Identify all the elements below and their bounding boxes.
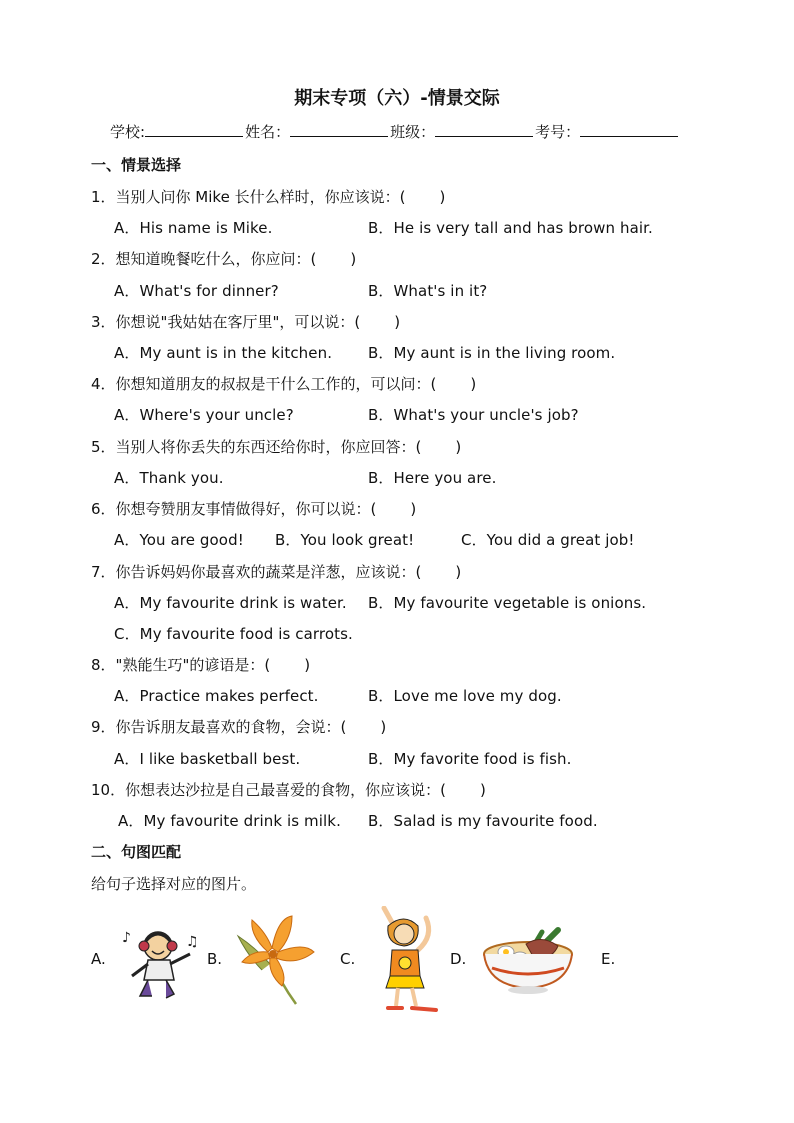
question-6-option-c[interactable]: C．You did a great job! <box>461 531 635 549</box>
noodle-bowl-icon <box>480 920 576 996</box>
question-1: 1．当别人问你 Mike 长什么样时，你应该说：( ) <box>91 188 446 206</box>
page-title: 期末专项（六）-情景交际 <box>294 88 500 109</box>
school-blank[interactable] <box>145 122 243 137</box>
question-9: 9．你告诉朋友最喜欢的食物，会说：( ) <box>91 718 387 736</box>
question-8: 8．"熟能生巧"的谚语是：( ) <box>91 656 311 674</box>
question-3: 3．你想说"我姑姑在客厅里"，可以说：( ) <box>91 313 401 331</box>
question-10: 10．你想表达沙拉是自己最喜爱的食物，你应该说：( ) <box>91 781 486 799</box>
question-4-option-b[interactable]: B．What's your uncle's job? <box>368 406 579 424</box>
question-10-option-b[interactable]: B．Salad is my favourite food. <box>368 812 598 830</box>
music-boy-icon <box>118 920 200 1000</box>
school-label: 学校: <box>110 123 146 141</box>
question-2: 2．想知道晚餐吃什么，你应问：( ) <box>91 250 357 268</box>
question-2-option-a[interactable]: A．What's for dinner? <box>114 282 279 300</box>
question-5-option-b[interactable]: B．Here you are. <box>368 469 497 487</box>
question-7-option-c[interactable]: C．My favourite food is carrots. <box>114 625 353 643</box>
exam-number-label: 考号： <box>535 123 581 141</box>
picture-label-d: D. <box>450 950 467 968</box>
question-6: 6．你想夸赞朋友事情做得好，你可以说：( ) <box>91 500 417 518</box>
svg-text:♫: ♫ <box>186 934 199 950</box>
question-2-option-b[interactable]: B．What's in it? <box>368 282 488 300</box>
question-6-option-a[interactable]: A．You are good! <box>114 531 244 549</box>
question-6-option-b[interactable]: B．You look great! <box>275 531 415 549</box>
section-2-title: 二、句图匹配 <box>91 843 182 861</box>
picture-label-c: C. <box>340 950 356 968</box>
section-1-title: 一、情景选择 <box>91 156 182 174</box>
class-blank[interactable] <box>435 122 533 137</box>
question-5-option-a[interactable]: A．Thank you. <box>114 469 224 487</box>
question-8-option-b[interactable]: B．Love me love my dog. <box>368 687 562 705</box>
section-2-instruction: 给句子选择对应的图片。 <box>91 875 257 893</box>
picture-label-b: B. <box>207 950 223 968</box>
name-label: 姓名： <box>245 123 291 141</box>
exam-number-field[interactable] <box>535 121 680 142</box>
picture-label-e: E. <box>601 950 616 968</box>
question-7: 7．你告诉妈妈你最喜欢的蔬菜是洋葱，应该说：( ) <box>91 563 462 581</box>
question-9-option-a[interactable]: A．I like basketball best. <box>114 750 301 768</box>
flower-icon <box>232 912 318 1008</box>
name-field[interactable] <box>245 121 390 142</box>
question-5: 5．当别人将你丢失的东西还给你时，你应回答：( ) <box>91 438 462 456</box>
name-blank[interactable] <box>290 122 388 137</box>
student-info-row <box>110 121 680 142</box>
exam-number-blank[interactable] <box>580 122 678 137</box>
question-4-option-a[interactable]: A．Where's your uncle? <box>114 406 294 424</box>
question-7-option-b[interactable]: B．My favourite vegetable is onions. <box>368 594 647 612</box>
question-1-option-b[interactable]: B．He is very tall and has brown hair. <box>368 219 653 237</box>
class-label: 班级： <box>390 123 436 141</box>
question-4: 4．你想知道朋友的叔叔是干什么工作的，可以问：( ) <box>91 375 477 393</box>
question-3-option-a[interactable]: A．My aunt is in the kitchen. <box>114 344 333 362</box>
svg-text:♪: ♪ <box>122 930 131 946</box>
school-field[interactable] <box>110 121 245 142</box>
picture-label-a: A. <box>91 950 106 968</box>
question-9-option-b[interactable]: B．My favorite food is fish. <box>368 750 572 768</box>
question-8-option-a[interactable]: A．Practice makes perfect. <box>114 687 319 705</box>
question-10-option-a[interactable]: A．My favourite drink is milk. <box>118 812 341 830</box>
question-3-option-b[interactable]: B．My aunt is in the living room. <box>368 344 616 362</box>
question-1-option-a[interactable]: A．His name is Mike. <box>114 219 273 237</box>
question-7-option-a[interactable]: A．My favourite drink is water. <box>114 594 347 612</box>
exercise-girl-icon <box>374 906 444 1016</box>
class-field[interactable] <box>390 121 535 142</box>
